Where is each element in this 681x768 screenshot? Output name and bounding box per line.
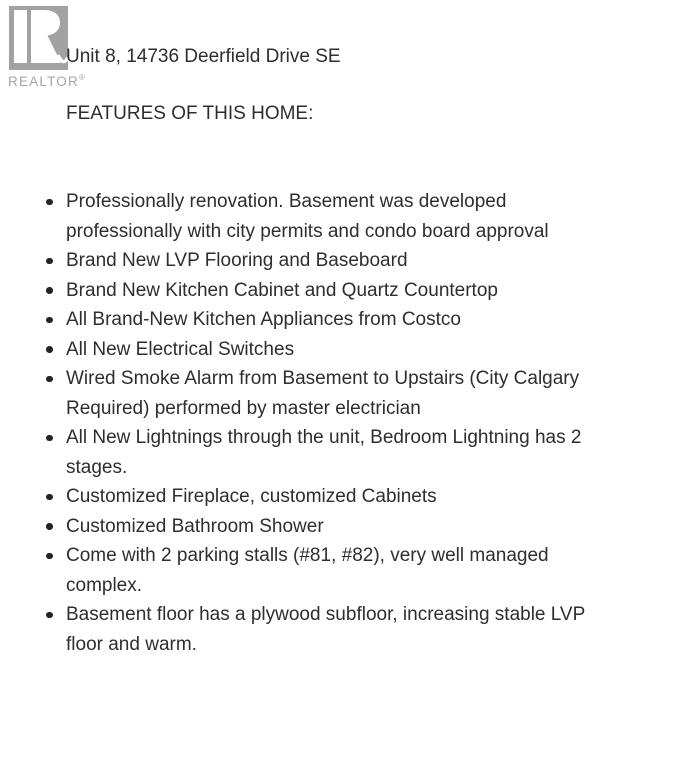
feature-list-item: Come with 2 parking stalls (#81, #82), very well managed complex. xyxy=(66,541,611,600)
realtor-wordmark-text: REALTOR xyxy=(8,74,79,89)
feature-list-item: Wired Smoke Alarm from Basement to Upstairs (City Calgary Required) performed by master electrician xyxy=(66,364,611,423)
listing-address: Unit 8, 14736 Deerfield Drive SE xyxy=(66,46,341,67)
registered-trademark-symbol: ® xyxy=(78,73,85,82)
feature-list-item: All New Electrical Switches xyxy=(66,335,611,365)
feature-list-item: Customized Fireplace, customized Cabinets xyxy=(66,482,611,512)
realtor-block-r-icon xyxy=(9,6,68,70)
feature-list-item: All Brand-New Kitchen Appliances from Costco xyxy=(66,305,611,335)
feature-list-item: Professionally renovation. Basement was developed professionally with city permits and condo board approval xyxy=(66,187,611,246)
feature-list-item: All New Lightnings through the unit, Bedroom Lightning has 2 stages. xyxy=(66,423,611,482)
feature-list-item: Brand New Kitchen Cabinet and Quartz Countertop xyxy=(66,276,611,306)
document-body xyxy=(66,45,611,659)
feature-list-item: Basement floor has a plywood subfloor, increasing stable LVP floor and warm. xyxy=(66,600,611,659)
features-heading: FEATURES OF THIS HOME: xyxy=(66,103,314,124)
features-list xyxy=(66,187,611,659)
feature-list-item: Brand New LVP Flooring and Baseboard xyxy=(66,246,611,276)
feature-list-item: Customized Bathroom Shower xyxy=(66,512,611,542)
